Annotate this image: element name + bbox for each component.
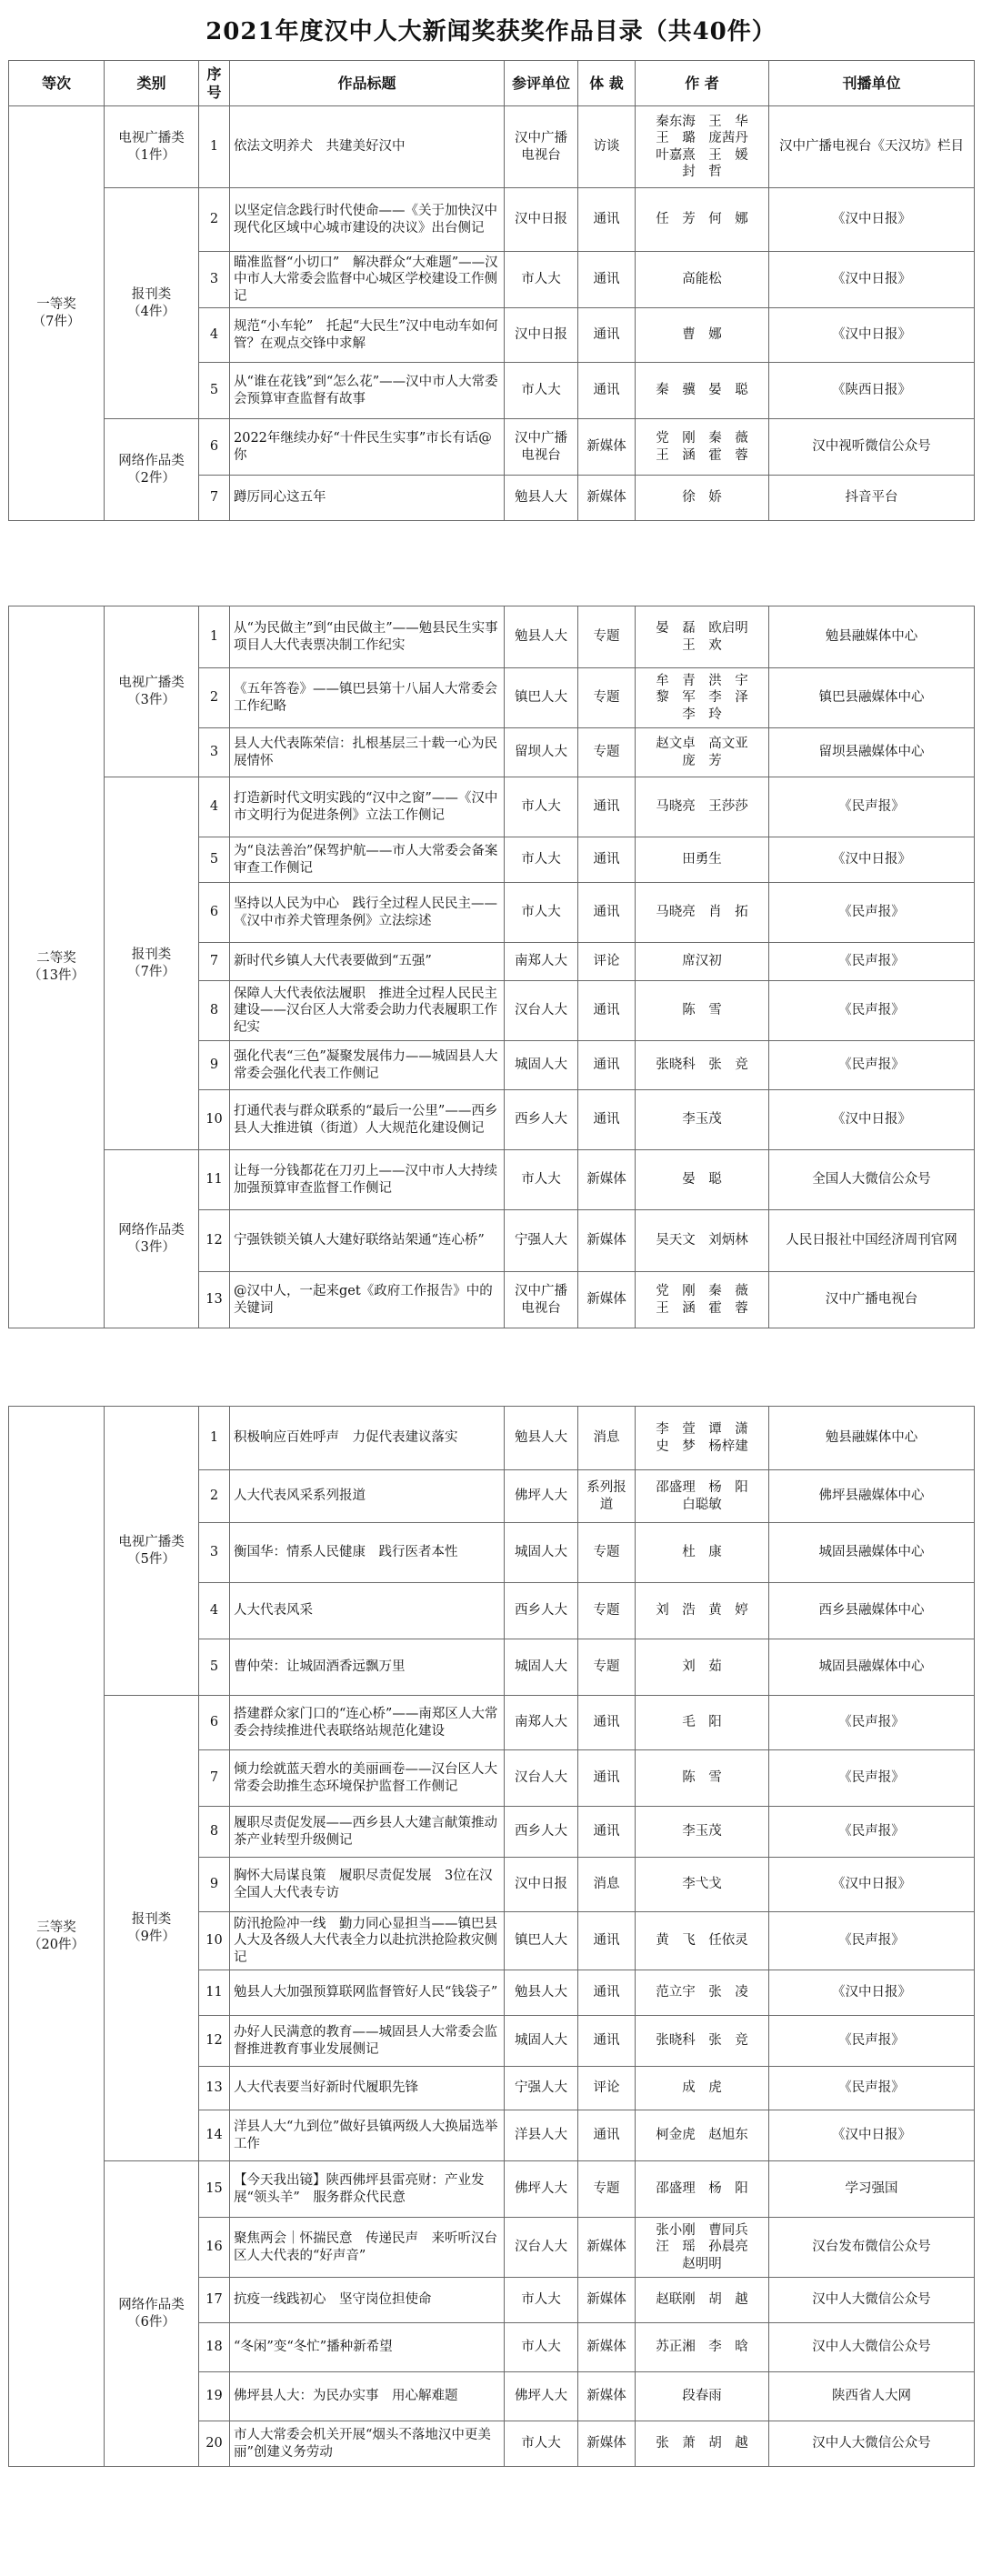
genre-cell: 消息 (578, 1858, 636, 1912)
title-cell: 保障人大代表依法履职 推进全过程人民民主建设——汉台区人大常委会助力代表履职工作纪实 (230, 981, 505, 1041)
category-cell: 电视广播类 （5件） (105, 1407, 199, 1696)
title-cell: 人大代表风采 (230, 1583, 505, 1639)
title-cell: 让每一分钱都花在刀刃上——汉中市人大持续加强预算审查监督工作侧记 (230, 1150, 505, 1210)
genre-cell: 专题 (578, 1583, 636, 1639)
title-cell: 2022年继续办好“十件民生实事”市长有话@你 (230, 419, 505, 476)
outlet-cell: 《汉中日报》 (769, 1970, 975, 2016)
category-cell: 网络作品类 （2件） (105, 419, 199, 521)
genre-cell: 通讯 (578, 2016, 636, 2067)
unit-cell: 汉中广播电视台 (505, 419, 578, 476)
genre-cell: 新媒体 (578, 476, 636, 521)
title-cell: 勉县人大加强预算联网监督管好人民“钱袋子” (230, 1970, 505, 2016)
outlet-cell: 汉中人大微信公众号 (769, 2278, 975, 2323)
title-cell: 曹仲荣：让城固酒香远飘万里 (230, 1639, 505, 1696)
outlet-cell: 抖音平台 (769, 476, 975, 521)
outlet-cell: 汉中广播电视台《天汉坊》栏目 (769, 106, 975, 188)
unit-cell: 城固人大 (505, 1523, 578, 1583)
header-number: 序号 (199, 61, 230, 106)
genre-cell: 通讯 (578, 188, 636, 252)
title-cell: 胸怀大局谋良策 履职尽责促发展 3位在汉全国人大代表专访 (230, 1858, 505, 1912)
genre-cell: 系列报道 (578, 1470, 636, 1523)
authors-cell: 席汉初 (636, 943, 769, 981)
unit-cell: 镇巴人大 (505, 1912, 578, 1970)
number-cell: 11 (199, 1150, 230, 1210)
unit-cell: 市人大 (505, 2421, 578, 2467)
genre-cell: 通讯 (578, 1696, 636, 1750)
authors-cell: 范立宇 张 凌 (636, 1970, 769, 2016)
title-cell: 打造新时代文明实践的“汉中之窗”——《汉中市文明行为促进条例》立法工作侧记 (230, 777, 505, 837)
authors-cell: 刘 茹 (636, 1639, 769, 1696)
genre-cell: 通讯 (578, 308, 636, 363)
title-cell: 人大代表要当好新时代履职先锋 (230, 2067, 505, 2110)
unit-cell: 汉中广播电视台 (505, 106, 578, 188)
outlet-cell: 《民声报》 (769, 943, 975, 981)
title-cell: 市人大常委会机关开展“烟头不落地汉中更美丽”创建义务劳动 (230, 2421, 505, 2467)
title-cell: 人大代表风采系列报道 (230, 1470, 505, 1523)
number-cell: 8 (199, 1807, 230, 1858)
outlet-cell: 城固县融媒体中心 (769, 1523, 975, 1583)
authors-cell: 高能松 (636, 252, 769, 308)
unit-cell: 镇巴人大 (505, 668, 578, 728)
outlet-cell: 《民声报》 (769, 1750, 975, 1807)
title-cell: 洋县人大“九到位”做好县镇两级人大换届选举工作 (230, 2110, 505, 2161)
category-cell: 电视广播类 （1件） (105, 106, 199, 188)
outlet-cell: 《汉中日报》 (769, 308, 975, 363)
number-cell: 15 (199, 2161, 230, 2218)
unit-cell: 市人大 (505, 2278, 578, 2323)
unit-cell: 汉中广播电视台 (505, 1272, 578, 1328)
unit-cell: 城固人大 (505, 1041, 578, 1090)
number-cell: 9 (199, 1041, 230, 1090)
authors-cell: 田勇生 (636, 837, 769, 883)
authors-cell: 牟 青 洪 宇 黎 军 李 泽 李 玲 (636, 668, 769, 728)
genre-cell: 评论 (578, 943, 636, 981)
outlet-cell: 镇巴县融媒体中心 (769, 668, 975, 728)
authors-cell: 黄 飞 任依灵 (636, 1912, 769, 1970)
number-cell: 1 (199, 1407, 230, 1470)
authors-cell: 邵盛理 杨 阳 (636, 2161, 769, 2218)
authors-cell: 邵盛理 杨 阳 白聪敏 (636, 1470, 769, 1523)
title-cell: 为“良法善治”保驾护航——市人大常委会备案审查工作侧记 (230, 837, 505, 883)
title-cell: 以坚定信念践行时代使命——《关于加快汉中现代化区域中心城市建设的决议》出台侧记 (230, 188, 505, 252)
unit-cell: 汉中日报 (505, 1858, 578, 1912)
number-cell: 2 (199, 1470, 230, 1523)
category-cell: 网络作品类 （3件） (105, 1150, 199, 1328)
outlet-cell: 《民声报》 (769, 1807, 975, 1858)
title-cell: 蹲厉同心这五年 (230, 476, 505, 521)
number-cell: 16 (199, 2218, 230, 2278)
unit-cell: 城固人大 (505, 1639, 578, 1696)
authors-cell: 张小刚 曹同兵 汪 瑶 孙晨亮 赵明明 (636, 2218, 769, 2278)
title-cell: 瞄准监督“小切口” 解决群众“大难题”——汉中市人大常委会监督中心城区学校建设工作侧记 (230, 252, 505, 308)
genre-cell: 新媒体 (578, 2323, 636, 2372)
unit-cell: 市人大 (505, 363, 578, 419)
authors-cell: 张 萧 胡 越 (636, 2421, 769, 2467)
title-cell: 从“为民做主”到“由民做主”——勉县民生实事项目人大代表票决制工作纪实 (230, 606, 505, 668)
number-cell: 2 (199, 188, 230, 252)
title-cell: 【今天我出镜】陕西佛坪县雷亮财：产业发展“领头羊” 服务群众代民意 (230, 2161, 505, 2218)
authors-cell: 秦 骥 晏 聪 (636, 363, 769, 419)
number-cell: 4 (199, 777, 230, 837)
title-cell: 强化代表“三色”凝聚发展伟力——城固县人大常委会强化代表工作侧记 (230, 1041, 505, 1090)
grade-cell: 三等奖 （20件） (9, 1407, 105, 2467)
outlet-cell: 《汉中日报》 (769, 188, 975, 252)
outlet-cell: 《民声报》 (769, 883, 975, 943)
header-title: 作品标题 (230, 61, 505, 106)
title-cell: 宁强铁锁关镇人大建好联络站架通“连心桥” (230, 1210, 505, 1272)
outlet-cell: 《汉中日报》 (769, 837, 975, 883)
genre-cell: 新媒体 (578, 1150, 636, 1210)
outlet-cell: 《民声报》 (769, 1696, 975, 1750)
header-authors: 作 者 (636, 61, 769, 106)
unit-cell: 市人大 (505, 883, 578, 943)
title-cell: 打通代表与群众联系的“最后一公里”——西乡县人大推进镇（街道）人大规范化建设侧记 (230, 1090, 505, 1150)
number-cell: 6 (199, 419, 230, 476)
title-cell: 积极响应百姓呼声 力促代表建议落实 (230, 1407, 505, 1470)
genre-cell: 通讯 (578, 1041, 636, 1090)
grade-cell: 一等奖 （7件） (9, 106, 105, 521)
genre-cell: 新媒体 (578, 1210, 636, 1272)
authors-cell: 曹 娜 (636, 308, 769, 363)
number-cell: 11 (199, 1970, 230, 2016)
genre-cell: 通讯 (578, 1912, 636, 1970)
title-cell: 从“谁在花钱”到“怎么花”——汉中市人大常委会预算审查监督有故事 (230, 363, 505, 419)
number-cell: 10 (199, 1912, 230, 1970)
unit-cell: 佛坪人大 (505, 2161, 578, 2218)
genre-cell: 新媒体 (578, 2218, 636, 2278)
outlet-cell: 汉中视听微信公众号 (769, 419, 975, 476)
genre-cell: 新媒体 (578, 1272, 636, 1328)
genre-cell: 通讯 (578, 777, 636, 837)
number-cell: 7 (199, 476, 230, 521)
unit-cell: 西乡人大 (505, 1090, 578, 1150)
title-cell: 《五年答卷》——镇巴县第十八届人大常委会工作纪略 (230, 668, 505, 728)
outlet-cell: 《汉中日报》 (769, 1858, 975, 1912)
number-cell: 12 (199, 1210, 230, 1272)
authors-cell: 段春雨 (636, 2372, 769, 2421)
title-cell: 聚焦两会｜怀揣民意 传递民声 来听听汉台区人大代表的“好声音” (230, 2218, 505, 2278)
authors-cell: 党 刚 秦 薇 王 涵 霍 蓉 (636, 1272, 769, 1328)
number-cell: 5 (199, 1639, 230, 1696)
unit-cell: 市人大 (505, 837, 578, 883)
authors-cell: 党 刚 秦 薇 王 涵 霍 蓉 (636, 419, 769, 476)
unit-cell: 留坝人大 (505, 728, 578, 777)
genre-cell: 专题 (578, 1639, 636, 1696)
authors-cell: 徐 娇 (636, 476, 769, 521)
genre-cell: 通讯 (578, 252, 636, 308)
title-cell: 佛坪县人大：为民办实事 用心解难题 (230, 2372, 505, 2421)
table-row (9, 1150, 975, 1210)
number-cell: 13 (199, 2067, 230, 2110)
table-row (9, 1696, 975, 1750)
outlet-cell: 全国人大微信公众号 (769, 1150, 975, 1210)
header-grade: 等次 (9, 61, 105, 106)
number-cell: 5 (199, 837, 230, 883)
number-cell: 18 (199, 2323, 230, 2372)
unit-cell: 市人大 (505, 1150, 578, 1210)
number-cell: 6 (199, 883, 230, 943)
category-cell: 报刊类 （4件） (105, 188, 199, 419)
category-cell: 报刊类 （7件） (105, 777, 199, 1150)
genre-cell: 通讯 (578, 1970, 636, 2016)
genre-cell: 通讯 (578, 2110, 636, 2161)
outlet-cell: 西乡县融媒体中心 (769, 1583, 975, 1639)
number-cell: 8 (199, 981, 230, 1041)
title-cell: 搭建群众家门口的“连心桥”——南郑区人大常委会持续推进代表联络站规范化建设 (230, 1696, 505, 1750)
title-cell: @汉中人，一起来get《政府工作报告》中的关键词 (230, 1272, 505, 1328)
authors-cell: 李玉茂 (636, 1090, 769, 1150)
unit-cell: 佛坪人大 (505, 1470, 578, 1523)
genre-cell: 消息 (578, 1407, 636, 1470)
authors-cell: 赵文卓 高文亚 庞 芳 (636, 728, 769, 777)
unit-cell: 南郑人大 (505, 943, 578, 981)
unit-cell: 洋县人大 (505, 2110, 578, 2161)
number-cell: 4 (199, 1583, 230, 1639)
number-cell: 12 (199, 2016, 230, 2067)
authors-cell: 李弋戈 (636, 1858, 769, 1912)
number-cell: 4 (199, 308, 230, 363)
title-cell: 办好人民满意的教育——城固县人大常委会监督推进教育事业发展侧记 (230, 2016, 505, 2067)
number-cell: 9 (199, 1858, 230, 1912)
table-row (9, 2161, 975, 2218)
outlet-cell: 《陕西日报》 (769, 363, 975, 419)
genre-cell: 新媒体 (578, 2372, 636, 2421)
authors-cell: 刘 浩 黄 婷 (636, 1583, 769, 1639)
unit-cell: 汉中日报 (505, 188, 578, 252)
number-cell: 1 (199, 606, 230, 668)
outlet-cell: 汉中人大微信公众号 (769, 2421, 975, 2467)
unit-cell: 市人大 (505, 2323, 578, 2372)
unit-cell: 汉中日报 (505, 308, 578, 363)
outlet-cell: 《汉中日报》 (769, 2110, 975, 2161)
number-cell: 2 (199, 668, 230, 728)
number-cell: 6 (199, 1696, 230, 1750)
header-outlet: 刊播单位 (769, 61, 975, 106)
title-cell: 履职尽责促发展——西乡县人大建言献策推动茶产业转型升级侧记 (230, 1807, 505, 1858)
outlet-cell: 《民声报》 (769, 1041, 975, 1090)
table-row (9, 419, 975, 476)
title-cell: 衡国华：情系人民健康 践行医者本性 (230, 1523, 505, 1583)
unit-cell: 汉台人大 (505, 1750, 578, 1807)
genre-cell: 通讯 (578, 883, 636, 943)
number-cell: 3 (199, 1523, 230, 1583)
genre-cell: 专题 (578, 1523, 636, 1583)
outlet-cell: 汉中人大微信公众号 (769, 2323, 975, 2372)
section-first-prize (8, 105, 975, 521)
authors-cell: 马晓亮 肖 拓 (636, 883, 769, 943)
genre-cell: 专题 (578, 2161, 636, 2218)
unit-cell: 汉台人大 (505, 981, 578, 1041)
authors-cell: 成 虎 (636, 2067, 769, 2110)
authors-cell: 苏正湘 李 晗 (636, 2323, 769, 2372)
authors-cell: 吴天文 刘炳林 (636, 1210, 769, 1272)
number-cell: 14 (199, 2110, 230, 2161)
unit-cell: 勉县人大 (505, 476, 578, 521)
authors-cell: 毛 阳 (636, 1696, 769, 1750)
title-cell: “冬闲”变“冬忙”播种新希望 (230, 2323, 505, 2372)
number-cell: 10 (199, 1090, 230, 1150)
number-cell: 17 (199, 2278, 230, 2323)
title-cell: 倾力绘就蓝天碧水的美丽画卷——汉台区人大常委会助推生态环境保护监督工作侧记 (230, 1750, 505, 1807)
outlet-cell: 学习强国 (769, 2161, 975, 2218)
genre-cell: 访谈 (578, 106, 636, 188)
unit-cell: 勉县人大 (505, 1407, 578, 1470)
table-row (9, 606, 975, 668)
table-row (9, 1407, 975, 1470)
authors-cell: 陈 雪 (636, 981, 769, 1041)
outlet-cell: 勉县融媒体中心 (769, 606, 975, 668)
title-cell: 抗疫一线践初心 坚守岗位担使命 (230, 2278, 505, 2323)
title-cell: 坚持以人民为中心 践行全过程人民民主——《汉中市养犬管理条例》立法综述 (230, 883, 505, 943)
unit-cell: 勉县人大 (505, 606, 578, 668)
genre-cell: 通讯 (578, 1807, 636, 1858)
unit-cell: 佛坪人大 (505, 2372, 578, 2421)
authors-cell: 赵联刚 胡 越 (636, 2278, 769, 2323)
authors-cell: 秦东海 王 华 王 璐 庞茜丹 叶嘉熹 王 媛 封 哲 (636, 106, 769, 188)
genre-cell: 通讯 (578, 837, 636, 883)
title-cell: 防汛抢险冲一线 勤力同心显担当——镇巴县人大及各级人大代表全力以赴抗洪抢险救灾侧记 (230, 1912, 505, 1970)
section-second-prize (8, 606, 975, 1328)
number-cell: 7 (199, 1750, 230, 1807)
authors-cell: 张晓科 张 竞 (636, 1041, 769, 1090)
unit-cell: 西乡人大 (505, 1583, 578, 1639)
unit-cell: 市人大 (505, 777, 578, 837)
table-row (9, 777, 975, 837)
unit-cell: 城固人大 (505, 2016, 578, 2067)
authors-cell: 任 芳 何 娜 (636, 188, 769, 252)
unit-cell: 宁强人大 (505, 1210, 578, 1272)
authors-cell: 晏 磊 欧启明 王 欢 (636, 606, 769, 668)
header-unit: 参评单位 (505, 61, 578, 106)
genre-cell: 专题 (578, 606, 636, 668)
authors-cell: 柯金虎 赵旭东 (636, 2110, 769, 2161)
genre-cell: 通讯 (578, 1750, 636, 1807)
genre-cell: 专题 (578, 728, 636, 777)
unit-cell: 汉台人大 (505, 2218, 578, 2278)
unit-cell: 西乡人大 (505, 1807, 578, 1858)
outlet-cell: 汉中广播电视台 (769, 1272, 975, 1328)
category-cell: 报刊类 （9件） (105, 1696, 199, 2161)
category-cell: 电视广播类 （3件） (105, 606, 199, 777)
number-cell: 19 (199, 2372, 230, 2421)
authors-cell: 张晓科 张 竞 (636, 2016, 769, 2067)
title-cell: 依法文明养犬 共建美好汉中 (230, 106, 505, 188)
number-cell: 3 (199, 252, 230, 308)
table-row (9, 188, 975, 252)
genre-cell: 新媒体 (578, 419, 636, 476)
outlet-cell: 《民声报》 (769, 2016, 975, 2067)
outlet-cell: 汉台发布微信公众号 (769, 2218, 975, 2278)
header-genre: 体 裁 (578, 61, 636, 106)
section-third-prize (8, 1406, 975, 2467)
authors-cell: 李 萱 谭 潇 史 梦 杨梓建 (636, 1407, 769, 1470)
unit-cell: 宁强人大 (505, 2067, 578, 2110)
genre-cell: 新媒体 (578, 2421, 636, 2467)
number-cell: 20 (199, 2421, 230, 2467)
number-cell: 1 (199, 106, 230, 188)
number-cell: 13 (199, 1272, 230, 1328)
genre-cell: 通讯 (578, 1090, 636, 1150)
outlet-cell: 勉县融媒体中心 (769, 1407, 975, 1470)
authors-cell: 马晓亮 王莎莎 (636, 777, 769, 837)
title-cell: 规范“小车轮” 托起“大民生”汉中电动车如何管？在观点交锋中求解 (230, 308, 505, 363)
outlet-cell: 《民声报》 (769, 1912, 975, 1970)
outlet-cell: 《汉中日报》 (769, 1090, 975, 1150)
authors-cell: 杜 康 (636, 1523, 769, 1583)
authors-cell: 晏 聪 (636, 1150, 769, 1210)
genre-cell: 新媒体 (578, 2278, 636, 2323)
outlet-cell: 留坝县融媒体中心 (769, 728, 975, 777)
outlet-cell: 《民声报》 (769, 981, 975, 1041)
category-cell: 网络作品类 （6件） (105, 2161, 199, 2467)
unit-cell: 南郑人大 (505, 1696, 578, 1750)
outlet-cell: 城固县融媒体中心 (769, 1639, 975, 1696)
number-cell: 7 (199, 943, 230, 981)
document-title: 2021年度汉中人大新闻奖获奖作品目录（共40件） (205, 18, 777, 45)
genre-cell: 专题 (578, 668, 636, 728)
genre-cell: 通讯 (578, 363, 636, 419)
outlet-cell: 人民日报社中国经济周刊官网 (769, 1210, 975, 1272)
number-cell: 3 (199, 728, 230, 777)
grade-cell: 二等奖 （13件） (9, 606, 105, 1328)
outlet-cell: 《民声报》 (769, 777, 975, 837)
outlet-cell: 佛坪县融媒体中心 (769, 1470, 975, 1523)
authors-cell: 陈 雪 (636, 1750, 769, 1807)
unit-cell: 勉县人大 (505, 1970, 578, 2016)
table-row (9, 106, 975, 188)
number-cell: 5 (199, 363, 230, 419)
title-cell: 新时代乡镇人大代表要做到“五强” (230, 943, 505, 981)
genre-cell: 评论 (578, 2067, 636, 2110)
outlet-cell: 《汉中日报》 (769, 252, 975, 308)
authors-cell: 李玉茂 (636, 1807, 769, 1858)
table-header (8, 60, 975, 106)
header-category: 类别 (105, 61, 199, 106)
outlet-cell: 陕西省人大网 (769, 2372, 975, 2421)
genre-cell: 通讯 (578, 981, 636, 1041)
unit-cell: 市人大 (505, 252, 578, 308)
title-cell: 县人大代表陈荣信：扎根基层三十载一心为民展情怀 (230, 728, 505, 777)
outlet-cell: 《民声报》 (769, 2067, 975, 2110)
